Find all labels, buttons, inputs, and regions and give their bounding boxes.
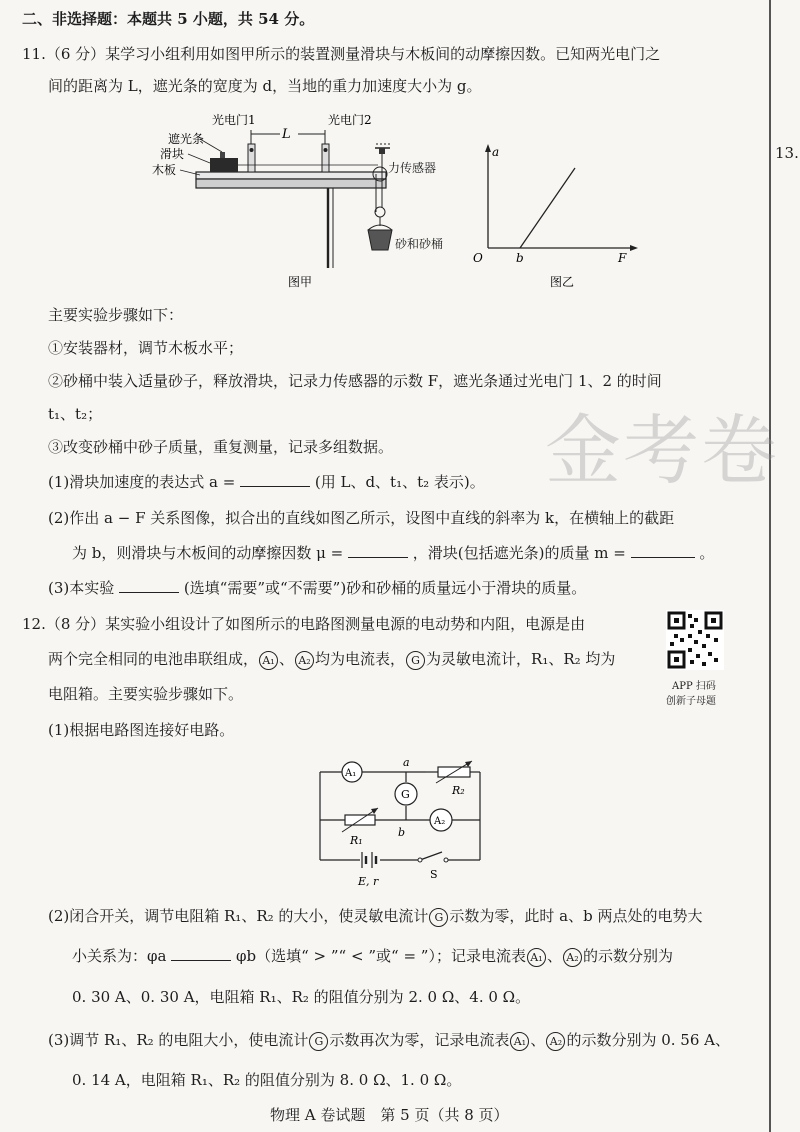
sand-bucket: [368, 230, 392, 250]
label-gate1: 光电门1: [212, 113, 256, 127]
circuit-diagram: [300, 752, 500, 892]
side-question-number: 13.: [775, 144, 799, 162]
q12-line1: 12.（8 分）某实验小组设计了如图所示的电路图测量电源的电动势和内阻，电源是由: [22, 615, 586, 633]
galvanometer-symbol-3: G: [309, 1032, 328, 1051]
resistor-R1: [342, 808, 378, 832]
q11-part1: (1)滑块加速度的表达式 a = (用 L、d、t₁、t₂ 表示)。: [48, 473, 485, 491]
ammeter-A2: [430, 809, 452, 831]
q11-step3: ③改变砂桶中砂子质量，重复测量，记录多组数据。: [48, 438, 394, 456]
caption-fig-a: 图甲: [288, 275, 313, 289]
galvanometer-G: [395, 783, 417, 805]
q11-part2b: 为 b，则滑块与木板间的动摩擦因数 μ = ，滑块(包括遮光条)的质量 m = 。: [72, 544, 715, 562]
svg-text:A₁: A₁: [345, 768, 357, 779]
svg-text:A₂: A₂: [434, 816, 446, 827]
q12-part1: (1)根据电路图连接好电路。: [48, 721, 235, 739]
q11-step2a: ②砂桶中装入适量砂子，释放滑块，记录力传感器的示数 F，遮光条通过光电门 1、2 的时间: [48, 372, 662, 390]
q11-step1: ①安装器材，调节木板水平；: [48, 339, 244, 357]
answer-blank-1[interactable]: [240, 472, 310, 487]
light-strip: [220, 152, 225, 158]
table-top: [196, 179, 386, 188]
q11-line1: 11.（6 分）某学习小组利用如图甲所示的装置测量滑块与木板间的动摩擦因数。已知两光电门之: [22, 45, 661, 63]
ammeter-A2-symbol-2: A₂: [563, 948, 582, 967]
page-margin-line: [769, 0, 771, 1132]
section-header: 二、非选择题：本题共 5 小题，共 54 分。: [22, 10, 315, 28]
a-F-line: [520, 168, 575, 248]
answer-blank-m[interactable]: [631, 543, 695, 558]
label-gate2: 光电门2: [328, 113, 372, 127]
label-R1: R₁: [350, 834, 363, 847]
force-sensor: [379, 148, 385, 154]
q11-part2a: (2)作出 a − F 关系图像，拟合出的直线如图乙所示，设图中直线的斜率为 k，在横轴上的截距: [48, 509, 675, 527]
qr-caption-1: APP 扫码: [672, 681, 716, 692]
q11-steps-title: 主要实验步骤如下：: [48, 306, 184, 324]
node-a: a: [403, 756, 410, 769]
qr-code[interactable]: [666, 610, 724, 670]
q12-part2c: 0. 30 A、0. 30 A，电阻箱 R₁、R₂ 的阻值分别为 2. 0 Ω、4. 0 Ω。: [72, 988, 531, 1006]
page-footer: 物理 A 卷试题 第 5 页（共 8 页）: [270, 1106, 509, 1124]
ammeter-A2-symbol-3: A₂: [546, 1032, 565, 1051]
label-slider: 滑块: [160, 147, 185, 161]
q11-part3: (3)本实验 (选填“需要”或“不需要”)砂和砂桶的质量远小于滑块的质量。: [48, 579, 587, 597]
answer-blank-mu[interactable]: [348, 543, 408, 558]
label-strip: 遮光条: [168, 132, 205, 146]
caption-fig-b: 图乙: [550, 275, 575, 289]
intercept-label: b: [516, 251, 524, 265]
battery: [362, 852, 376, 868]
q12-part2a: (2)闭合开关，调节电阻箱 R₁、R₂ 的大小，使灵敏电流计 G 示数为零，此时 a、b 两点处的电势大: [48, 907, 703, 925]
resistor-R2: [436, 761, 472, 783]
label-sand-bucket: 砂和砂桶: [395, 237, 444, 251]
label-L: L: [282, 127, 291, 142]
q11-line2: 间的距离为 L，遮光条的宽度为 d，当地的重力加速度大小为 g。: [48, 77, 482, 95]
q12-part3a: (3)调节 R₁、R₂ 的电阻大小，使电流计 G 示数再次为零，记录电流表 A₁ 、 A₂ 的示数分别为 0. 56 A、: [48, 1031, 730, 1049]
ammeter-A1-symbol-3: A₁: [510, 1032, 529, 1051]
figure-b-graph: [470, 140, 640, 295]
figure-a-apparatus: [150, 108, 410, 293]
q12-line2: 两个完全相同的电池串联组成， A₁ 、 A₂ 均为电流表， G 为灵敏电流计，R₁、R₂ 均为: [48, 650, 616, 668]
x-label: F: [618, 251, 627, 265]
qr-caption-2: 创新子母题: [666, 696, 716, 707]
answer-blank-potential[interactable]: [171, 946, 231, 961]
label-S: S: [430, 868, 438, 881]
slider-block: [210, 158, 238, 172]
y-label: a: [492, 145, 500, 159]
watermark: 金考卷: [545, 406, 779, 495]
ammeter-A1-symbol-2: A₁: [527, 948, 546, 967]
ammeter-A2-symbol: A₂: [295, 651, 314, 670]
svg-text:G: G: [401, 788, 410, 801]
switch-S: [418, 858, 422, 862]
label-force-sensor: 力传感器: [388, 161, 437, 175]
ammeter-A1-symbol: A₁: [259, 651, 278, 670]
galvanometer-symbol-2: G: [429, 908, 448, 927]
galvanometer-symbol: G: [406, 651, 425, 670]
label-board: 木板: [152, 163, 177, 177]
origin-label: O: [473, 251, 483, 265]
q12-part3b: 0. 14 A，电阻箱 R₁、R₂ 的阻值分别为 8. 0 Ω、1. 0 Ω。: [72, 1071, 462, 1089]
ammeter-A1: [342, 762, 362, 782]
board: [196, 172, 386, 179]
answer-blank-3[interactable]: [119, 578, 179, 593]
q11-step2b: t₁、t₂；: [48, 405, 103, 423]
label-R2: R₂: [452, 784, 465, 797]
q12-part2b: 小关系为：φa φb（选填“ > ”“ < ”或“ = ”）；记录电流表 A₁ 、 A₂ 的示数分别为: [72, 947, 673, 965]
node-b: b: [398, 826, 406, 839]
q12-line3: 电阻箱。主要实验步骤如下。: [48, 685, 244, 703]
label-Er: E, r: [358, 875, 379, 888]
